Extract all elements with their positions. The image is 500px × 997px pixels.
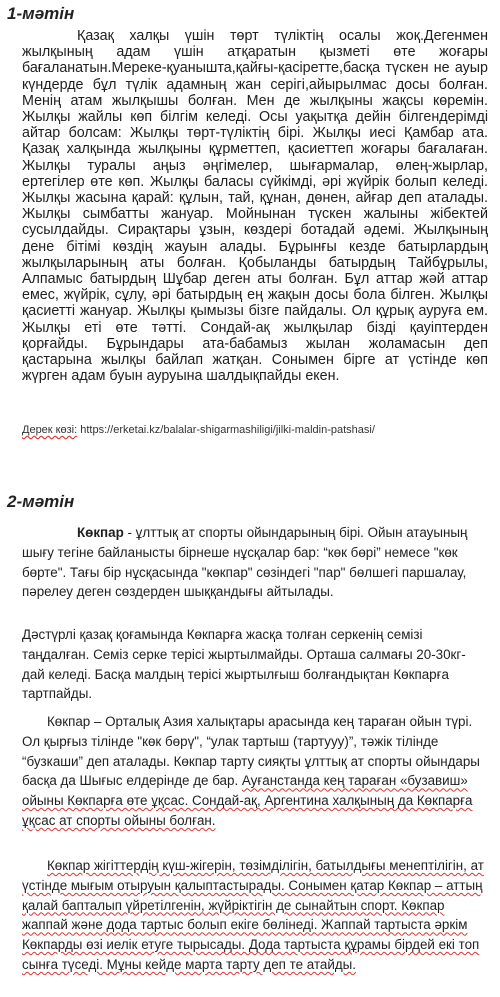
text1-source <box>22 424 375 436</box>
text2-p4: Көкпар жігіттердің күш-жігерін, төзімділігін, батылдығы менептілігін, ат үстінде мығым отыруын қалыптастырады. Сонымен қатар Көкпар – аттың қалай бапталып үйретілгенін, жүйріктігін де сынайтын спорт. Көкпар жаппай және дода тартыс болып екіге бөлінеді. Жаппай тартыста әркім Көкпарды өзі иелік етуге тырысады. Дода тартыста құрамы бірдей екі топ сынға түседі. Мұны кейде марта тарту деп те атайды. <box>22 858 484 972</box>
text2-p3: Көкпар – Орталық Азия халықтары арасында кең тараған ойын түрі. Ол қырғыз тілінде "көк бөрү", “улак тартыш (тартууу)”, тәжік тілінде “бузкаши” деп аталады. Көкпар тарту сияқты ұлттық ат спорты ойындары басқа да Шығыс елдерінде де бар. <box>22 714 480 789</box>
kokpar-term: Көкпар <box>77 525 124 540</box>
text1-body: Қазақ халқы үшін төрт түліктің осалы жоқ.Дегенмен жылқының адам үшін атқаратын қызметі өте жоғары бағаланатын.Мереке-қуанышта,қайғы-қасіретте,басқа түскен не ауыр күндерде бұл түлік адамның жан серігі,айырылмас досы болған. Менің атам жылқышы болған. Мен де жылқыны жақсы көремін. Жылқы жайлы көп білгім келеді. Осы уақытқа дейін білгендерімді айтар болсам: Жылқы төрт-түліктің бірі. Жылқы иесі Қамбар ата. Қазақ халқында жылқыны құрметтеп, қасиеттеп жоғары бағалаған. Жылқы туралы аңыз әңгімелер, шығармалар, өлең-жырлар, ертегілер өте көп. Жылқы баласы сүйкімді, әрі жүйрік болып келеді. Жылқы жасына қарай: құлын, тай, құнан, дөнен, айғар деп аталады. Жылқы сымбатты жануар. Мойнынан түскен жалыны жібектей сусылдайды. Сирақтары ұзын, көздері ботадай әдемі. Жылқының дене бітімі көздің жауын алады. Бұрынғы кезде батырлардың жылқыларының аты болған. Қобыланды батырдың Тайбұрылы, Алпамыс батырдың Шұбар деген аты болған. Бұл аттар жәй аттар емес, жүйрік, сұлу, әрі батырдың ең жақын досы бола білген. Жылқы қасиетті жануар. Жылқы қымызы бізге пайдалы. Ол құрық ауруға ем. Жылқы еті өте тәтті. Сондай-ақ жылқылар бізді қауіптерден қорғайды. Бұрындары ата-бабамыз жылан жоламасын деп қастарына жылқы байлап жатқан. Сонымен бірге ат үстінде көп жүрген адам буын ауруына шалдықпайды екен. <box>22 28 488 385</box>
source-label: Дерек көзі: <box>22 424 78 436</box>
text1-heading: 1-мәтін <box>7 4 75 23</box>
text2-paragraph-1 <box>22 523 484 602</box>
text2-paragraph-4 <box>22 856 484 975</box>
text2-paragraph-2 <box>22 625 484 704</box>
text2-paragraph-3 <box>22 712 484 831</box>
source-url[interactable]: https://erketai.kz/balalar-shigarmashiligi/jilki-maldin-patshasi/ <box>80 424 375 436</box>
text2-heading: 2-мәтін <box>7 492 75 511</box>
text2-p3-underlined: Ауғанстанда кең тараған «бузавиш» ойыны Көкпарға өте ұқсас. Сондай-ақ, Аргентина халқының да Көкпарға ұқсас ат спорты ойыны болған. <box>22 773 473 828</box>
text2-p2: Дәстүрлі қазақ қоғамында Көкпарға жасқа толған серкенің семізі таңдалған. Семіз серке терісі жыртылмайды. Орташа салмағы 20-30кг-дай келеді. Басқа малдың терісі жыртылғыш болғандықтан Көкпарға тартпайды. <box>22 627 466 702</box>
text2-p1-rest: - ұлттық ат спорты ойындарының бірі. Ойын атауының шығу тегіне байланысты бірнеше нұсқалар бар: “көк бөрі” немесе "көк бөрте". Тағы бір нұсқасында "көкпар" сөзіндегі "пар" бөлшегі паршалау, пәрелеу деген сөздерден шыққандығы айтылады. <box>22 525 468 600</box>
